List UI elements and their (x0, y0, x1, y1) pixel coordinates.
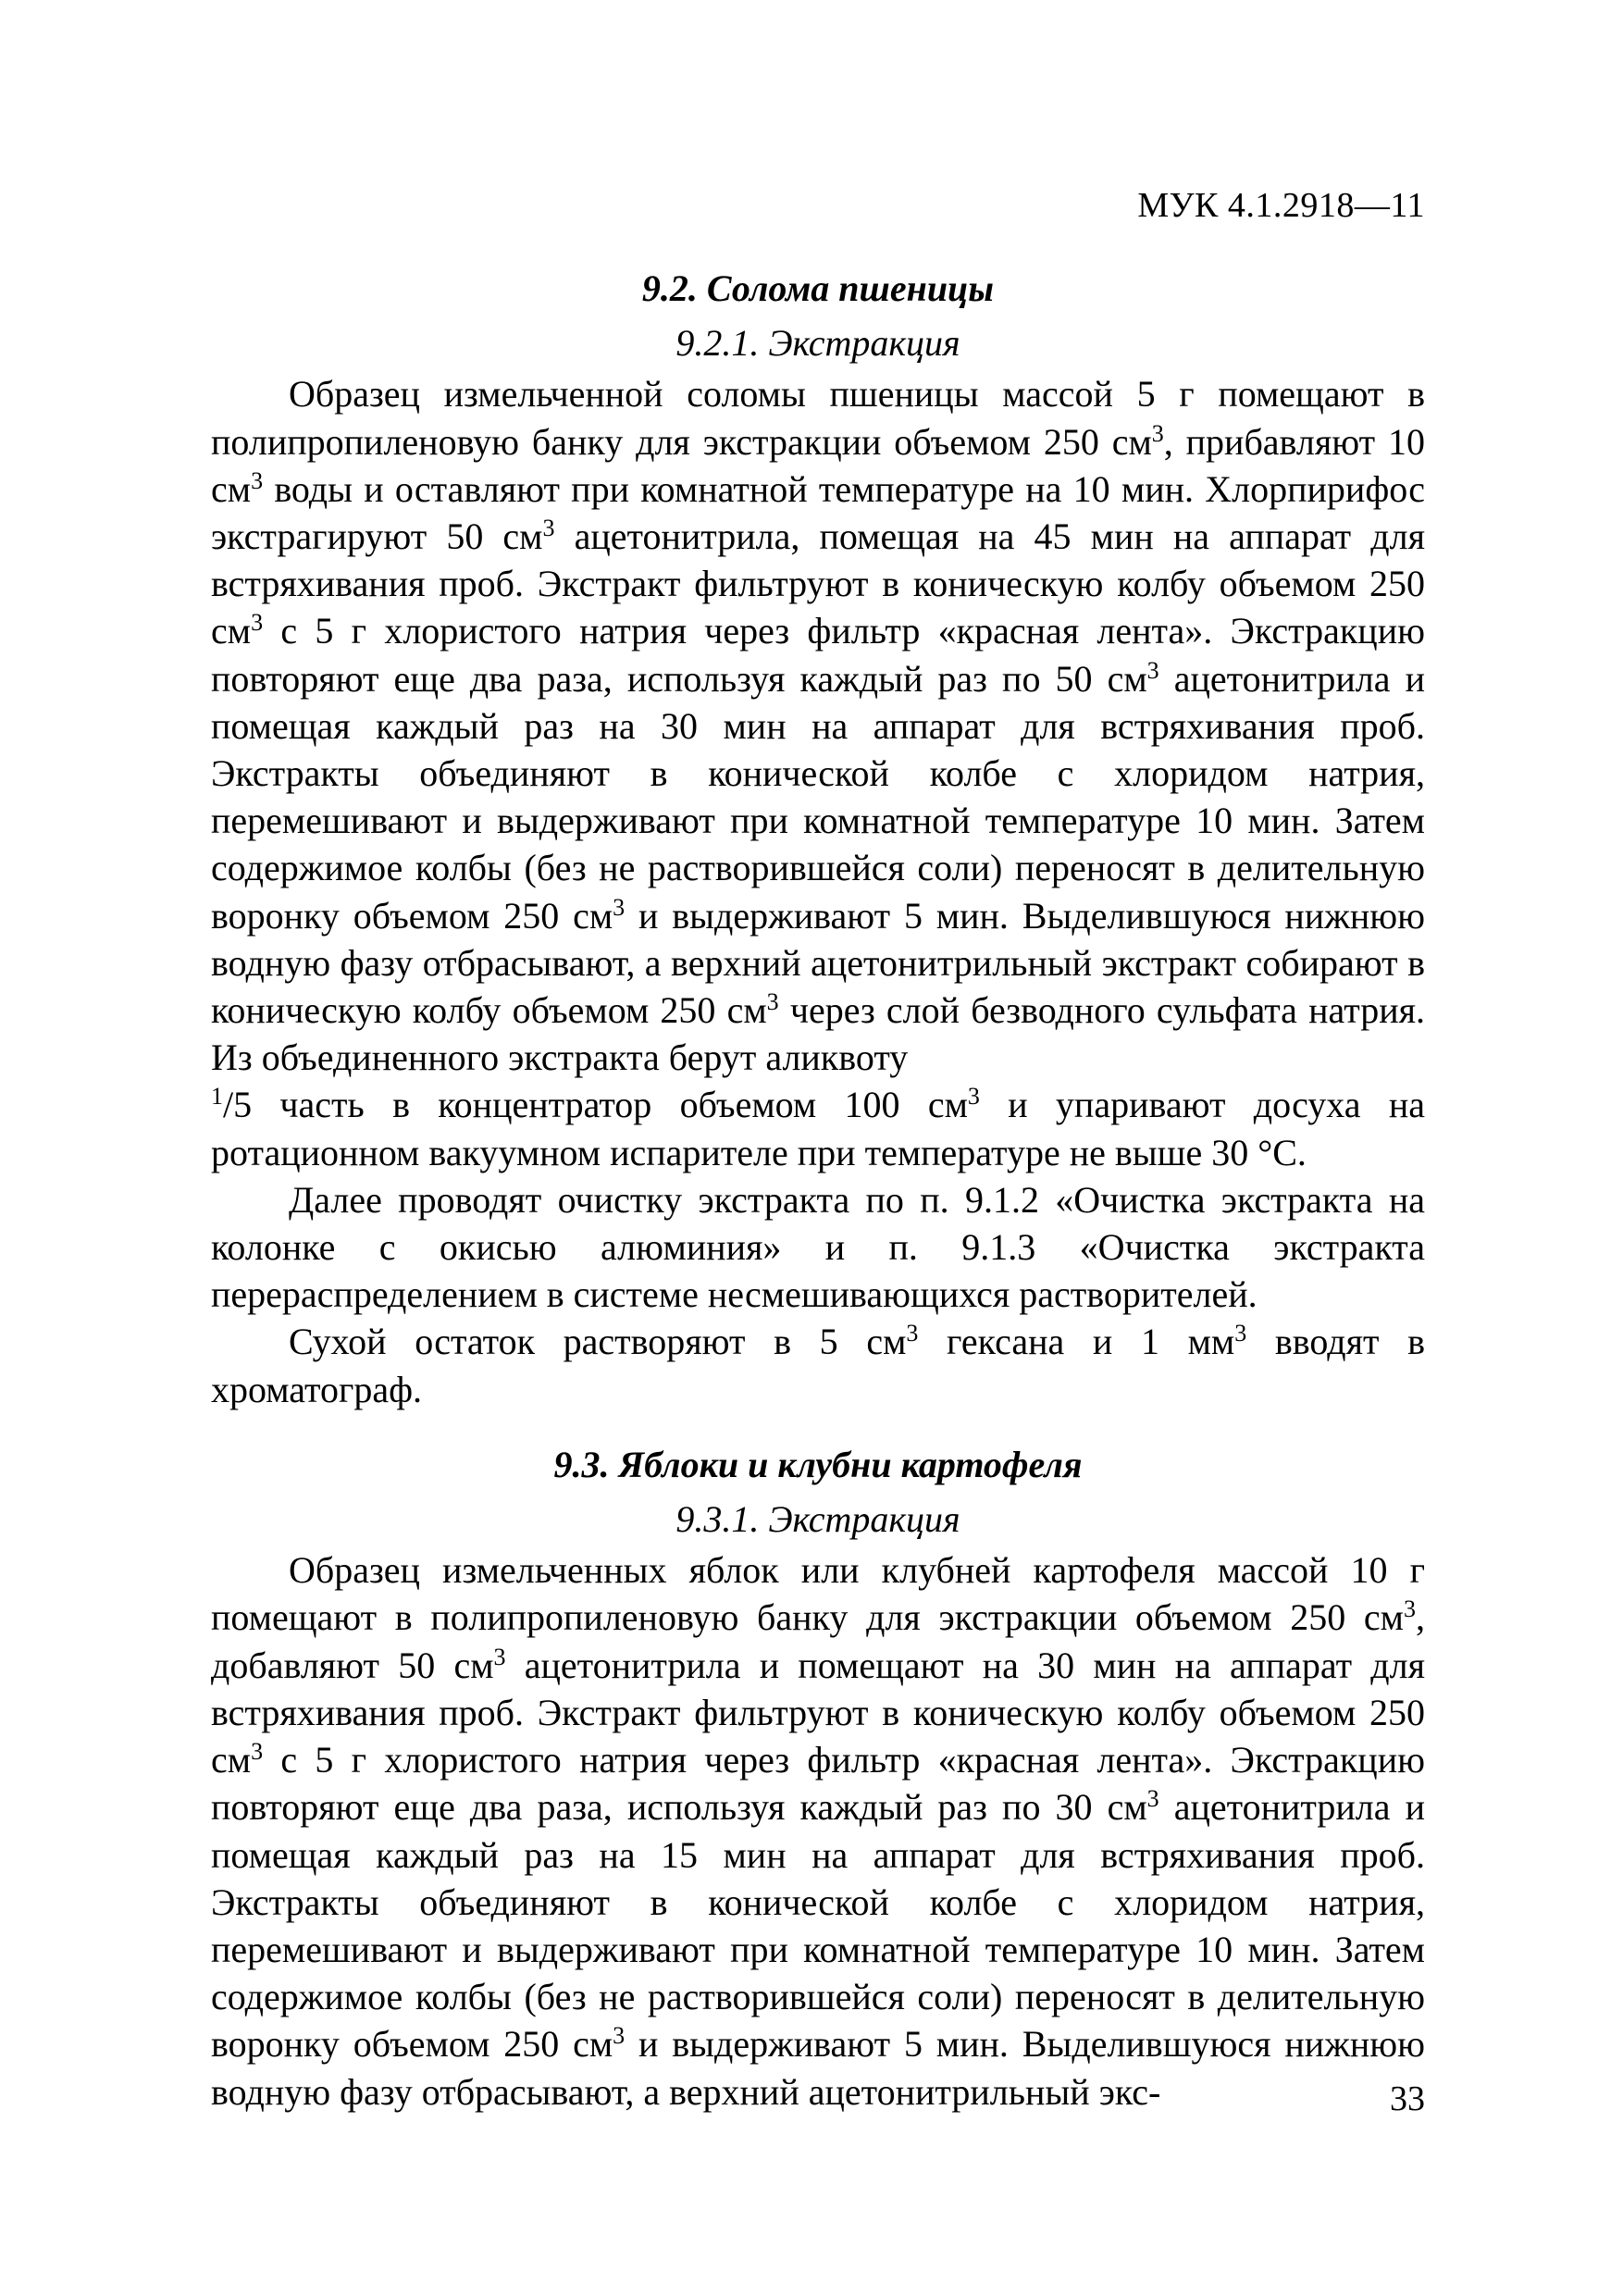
page-number: 33 (1390, 2079, 1425, 2118)
fraction-denominator: /5 (223, 1084, 253, 1126)
superscript: 3 (251, 1738, 264, 1766)
subsection-title-9-2-1: 9.2.1. Экстракция (675, 322, 960, 365)
paragraph-dry-residue (211, 1318, 1425, 1412)
superscript: 3 (967, 1083, 980, 1111)
paragraph-cleanup: Далее проводят очистку экстракта по п. 9.1.2 «Очистка экстракта на колонке с окисью алюминия» и п. 9.1.3 «Очистка экстракта перераспределением в системе несмешивающихся растворителей. (211, 1178, 1425, 1316)
superscript: 3 (906, 1320, 919, 1347)
text-run: и выдерживают 5 мин. Выделившуюся нижнюю водную фазу отбрасывают, а верхний ацетонитрильный экстракт собирают в коническую колбу объемом 250 см (211, 894, 1426, 1032)
document-code-header: МУК 4.1.2918—11 (1137, 186, 1425, 225)
superscript: 3 (1151, 419, 1164, 447)
text-run: ацетонитрила и помещая каждый раз на 30 мин на аппарат для встряхивания проб. Экстракты объединяют в конической колбе с хлоридом натрия, перемешивают и выдерживают при комнатной температуре 10 мин. Затем содержимое колбы (без не растворившейся соли) переносят в делительную воронку объемом 250 см (211, 657, 1425, 937)
paragraph-extraction-apples (211, 1546, 1425, 2115)
superscript: 3 (1146, 656, 1159, 684)
text-run: Образец измельченной соломы пшеницы массой 5 г помещают в полипропиленовую банку для экстракции объемом 250 см (211, 373, 1425, 463)
page-content (211, 265, 1425, 2116)
text-run: Сухой остаток растворяют в 5 см (289, 1321, 907, 1363)
superscript: 3 (1404, 1595, 1416, 1623)
text-run: вводят в хроматограф. (211, 1321, 1426, 1410)
text-run: ацетонитрила и помещая каждый раз на 15 мин на аппарат для встряхивания проб. Экстракты объединяют в конической колбе с хлоридом натрия, перемешивают и выдерживают при комнатной температуре 10 мин. Затем содержимое колбы (без не растворившейся соли) переносят в делительную воронку объемом 250 см (211, 1786, 1425, 2066)
superscript: 3 (1234, 1320, 1247, 1347)
text-run: гексана и 1 мм (918, 1321, 1235, 1363)
section-spacer (211, 1413, 1425, 1441)
text-run: , прибавляют 10 см (211, 420, 1425, 510)
text-run: с 5 г хлористого натрия через фильтр «красная лента». Экстракцию повторяют еще два раза, используя каждый раз по 50 см (211, 610, 1425, 700)
text-run: часть в концентратор объемом 100 см (252, 1084, 968, 1126)
text-run: через слой безводного сульфата натрия. Из объединенного экстракта берут аликвоту (211, 989, 1425, 1079)
section-title-9-3: 9.3. Яблоки и клубни картофеля (553, 1443, 1083, 1485)
superscript: 3 (613, 2022, 626, 2050)
section-title-9-2: 9.2. Солома пшеницы (641, 267, 995, 309)
text-run: и выдерживают 5 мин. Выделившуюся нижнюю водную фазу отбрасывают, а верхний ацетонитрильный экс- (211, 2023, 1426, 2113)
subsection-title-9-3-1: 9.3.1. Экстракция (675, 1498, 960, 1541)
text-run: Образец измельченных яблок или клубней картофеля массой 10 г помещают в полипропиленовую банку для экстракции объемом 250 см (211, 1549, 1425, 1639)
superscript: 3 (251, 609, 264, 637)
fraction-numerator: 1 (211, 1083, 223, 1111)
superscript: 3 (493, 1643, 506, 1670)
text-run: , добавляют 50 см (211, 1596, 1425, 1686)
text-run: ацетонитрила, помещая на 45 мин на аппарат для встряхивания проб. Экстракт фильтруют в коническую колбу объемом 250 см (211, 515, 1425, 652)
superscript: 3 (613, 893, 626, 921)
text-run: и упаривают досуха на ротационном вакуумном испарителе при температуре не выше 30 °С. (211, 1084, 1425, 1173)
superscript: 3 (251, 466, 264, 494)
text-run: ацетонитрила и помещают на 30 мин на аппарат для встряхивания проб. Экстракт фильтруют в коническую колбу объемом 250 см (211, 1644, 1425, 1781)
superscript: 3 (766, 988, 779, 1016)
superscript: 3 (1146, 1785, 1159, 1813)
paragraph-extraction-straw (211, 370, 1425, 1175)
superscript: 3 (542, 515, 555, 542)
text-run: с 5 г хлористого натрия через фильтр «красная лента». Экстракцию повторяют еще два раза, используя каждый раз по 30 см (211, 1739, 1425, 1829)
text-run: воды и оставляют при комнатной температуре на 10 мин. Хлорпирифос экстрагируют 50 см (211, 467, 1425, 558)
